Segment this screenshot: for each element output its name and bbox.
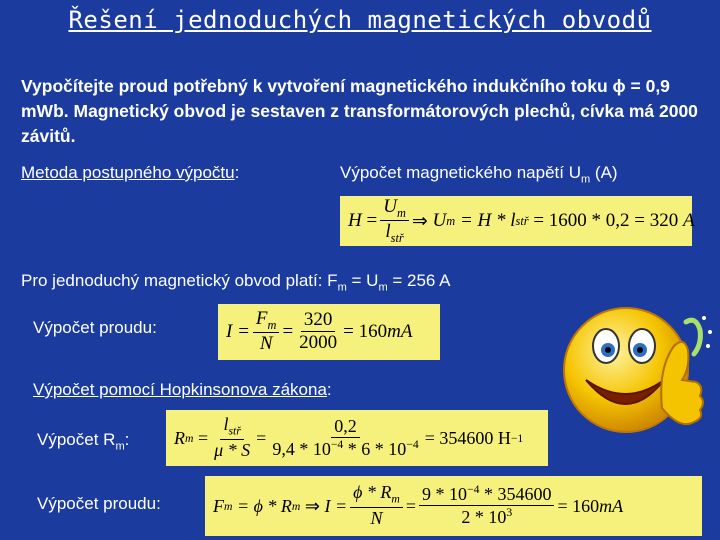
um-label: Výpočet magnetického napětí U xyxy=(340,163,581,182)
simple-prefix: Pro jednoduchý magnetický obvod platí: F xyxy=(21,271,338,290)
current-label: Výpočet proudu: xyxy=(33,318,157,337)
rm-label: Výpočet $R_m$: xyxy=(37,430,130,453)
f1-eq2: = H * xyxy=(459,210,506,231)
f2-frac1: $\frac{F_m}{N}$ xyxy=(253,309,280,355)
f2-frac2: $\frac{320}{2000}$ xyxy=(299,309,338,354)
f1-rest: = 1600 * 0,2 = 320 xyxy=(533,210,679,231)
f4-unit: mA xyxy=(599,495,624,516)
f4-frac1: $\frac{\phi * R_m}{N}$ xyxy=(350,483,403,528)
hopkinson-heading: Výpočet pomocí Hopkinsonova zákona: xyxy=(33,380,332,399)
f1-unit: A xyxy=(683,210,695,231)
f1-l: l xyxy=(510,210,516,231)
hopkinson-label: Výpočet pomocí Hopkinsonova zákona xyxy=(33,380,327,399)
um-heading xyxy=(340,163,618,185)
problem-statement: Vypočítejte proud potřebný k vytvoření magnetického indukčního toku ϕ = 0,9 mWb. Magnetický obvod je sestaven z transformátorových plechů, cívka má 2000 závitů. xyxy=(21,76,698,146)
f3-frac1: $\frac{l_{stř}}{\mu * S}$ xyxy=(214,414,251,460)
simple-circuit-line: Pro jednoduchý magnetický obvod platí: $F_m = U_m = 256$ A xyxy=(21,271,451,294)
formula-current xyxy=(218,304,440,360)
simple-suffix: = 256 A xyxy=(387,271,451,290)
formula-um: H = $\frac{U_m}{l_{stř}}$ ⇒ U m = H * l stř = 1600 * 0,2 = 320 A xyxy=(340,196,692,246)
f3-result: = 354600 H xyxy=(424,427,511,448)
formula-hopkinson: F m = ϕ * R m ⇒ I = $\frac{\phi * R_m}{N}$ = $\frac{9 * 10^{-4} * 354600}{2 * 10^3}$ = 160 mA xyxy=(205,476,702,536)
f4-result: = 160 xyxy=(557,495,600,516)
f2-i: I = xyxy=(226,321,250,342)
f1-den: $l_{stř}$ xyxy=(385,221,404,245)
page-title: Řešení jednoduchých magnetických obvodů xyxy=(68,6,652,34)
f1-um: U xyxy=(432,210,447,231)
f1-eq: = xyxy=(366,210,378,231)
f2-eq: = xyxy=(282,321,294,342)
simple-mid: = U xyxy=(346,271,379,290)
f4-frac2: $\frac{9 * 10^{-4} * 354600}{2 * 10^3}$ xyxy=(419,484,554,527)
f1-implies: ⇒ xyxy=(411,210,428,232)
formula-rm: R m = $\frac{l_{stř}}{\mu * S}$ = $\frac{0,2}{9,4 * 10^{-4} * 6 * 10^{-4}}$ = 354600 H −1 xyxy=(166,410,548,466)
f1-fraction xyxy=(380,197,409,245)
f1-h: H xyxy=(348,210,362,231)
f2-result: = 160 xyxy=(343,321,388,342)
f1-num: $U_m$ xyxy=(380,197,409,221)
f2-unit: mA xyxy=(387,321,413,342)
current-label-2: Výpočet proudu: xyxy=(37,494,161,513)
method-heading: Metoda postupného výpočtu: xyxy=(21,163,240,182)
f3-frac2: $\frac{0,2}{9,4 * 10^{-4} * 6 * 10^{-4}}$ xyxy=(272,415,419,459)
method-label: Metoda postupného výpočtu xyxy=(21,163,235,182)
thumbs-up-smiley-icon xyxy=(558,288,718,458)
um-unit: (A) xyxy=(594,163,618,182)
um-subscript: m xyxy=(580,173,591,186)
